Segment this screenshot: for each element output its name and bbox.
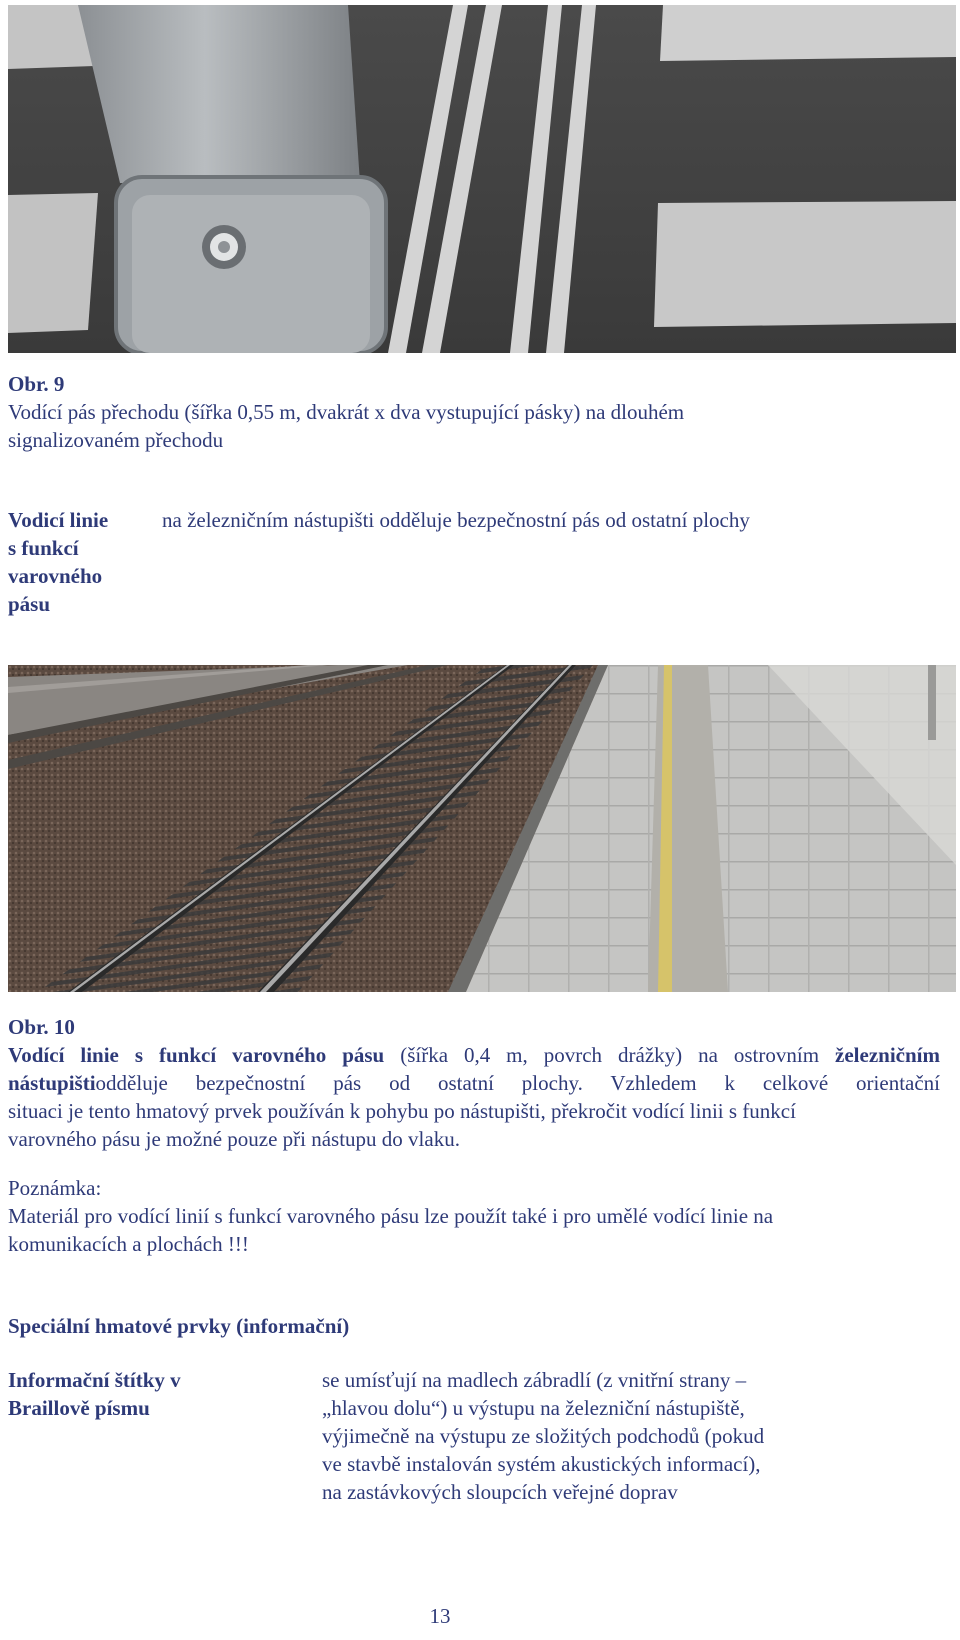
term-2-description-line: se umísťují na madlech zábradlí (z vnitřní strany – — [322, 1368, 747, 1392]
term-2-title-line: Informační štítky v — [8, 1368, 181, 1392]
note-label: Poznámka: — [8, 1176, 102, 1200]
figure-9-caption-line: Vodící pás přechodu (šířka 0,55 m, dvakrát x dva vystupující pásky) na dlouhém — [8, 400, 685, 424]
page-number: 13 — [429, 1604, 451, 1628]
figure-10-bold-term: železničním — [835, 1043, 940, 1067]
term-1-description: na železničním nástupišti odděluje bezpečnostní pás od ostatní plochy — [162, 508, 750, 532]
term-1-title-line: varovného — [8, 564, 103, 588]
term-2-title-line: Braillově písmu — [8, 1396, 150, 1420]
photo-crossing-guide-strip — [8, 5, 956, 353]
figure-10-bold-term: nástupišti — [8, 1071, 96, 1095]
figure-10-bold-term: Vodící linie s funkcí varovného pásu — [8, 1043, 385, 1067]
figure-10-text: situaci je tento hmatový prvek používán k pohybu po nástupišti, překročit vodící linii s funkcí — [8, 1099, 796, 1123]
note-line: Materiál pro vodící linií s funkcí varovného pásu lze použít také i pro umělé vodící linie na — [8, 1204, 774, 1228]
term-2-description-line: na zastávkových sloupcích veřejné doprav — [322, 1480, 678, 1504]
figure-10-text: varovného pásu je možné pouze při nástupu do vlaku. — [8, 1127, 460, 1151]
section-heading: Speciální hmatové prvky (informační) — [8, 1314, 350, 1338]
note-line: komunikacích a plochách !!! — [8, 1232, 249, 1256]
term-1-title-line: Vodicí linie — [8, 508, 109, 532]
photo-railway-platform — [8, 665, 956, 992]
figure-10-text: odděluje bezpečnostní pás od ostatní plochy. Vzhledem k celkové orientační — [95, 1071, 940, 1095]
term-2-description-line: „hlavou dolu“) u výstupu na železniční nástupiště, — [322, 1396, 745, 1420]
figure-9-caption-line: signalizovaném přechodu — [8, 428, 224, 452]
term-2-description — [322, 1366, 942, 1506]
term-2-title — [8, 1366, 298, 1422]
term-2-description-line: ve stavbě instalován systém akustických informací), — [322, 1452, 761, 1476]
figure-10-label: Obr. 10 — [8, 1015, 75, 1039]
term-1-title-line: s funkcí — [8, 536, 79, 560]
term-2-description-line: výjimečně na výstupu ze složitých podchodů (pokud — [322, 1424, 765, 1448]
figure-10-caption — [8, 1041, 940, 1153]
figure-10-text: (šířka 0,4 m, povrch drážky) na ostrovním — [384, 1043, 836, 1067]
figure-9-label: Obr. 9 — [8, 372, 65, 396]
term-1-title-line: pásu — [8, 592, 51, 616]
term-1-title — [8, 506, 148, 618]
